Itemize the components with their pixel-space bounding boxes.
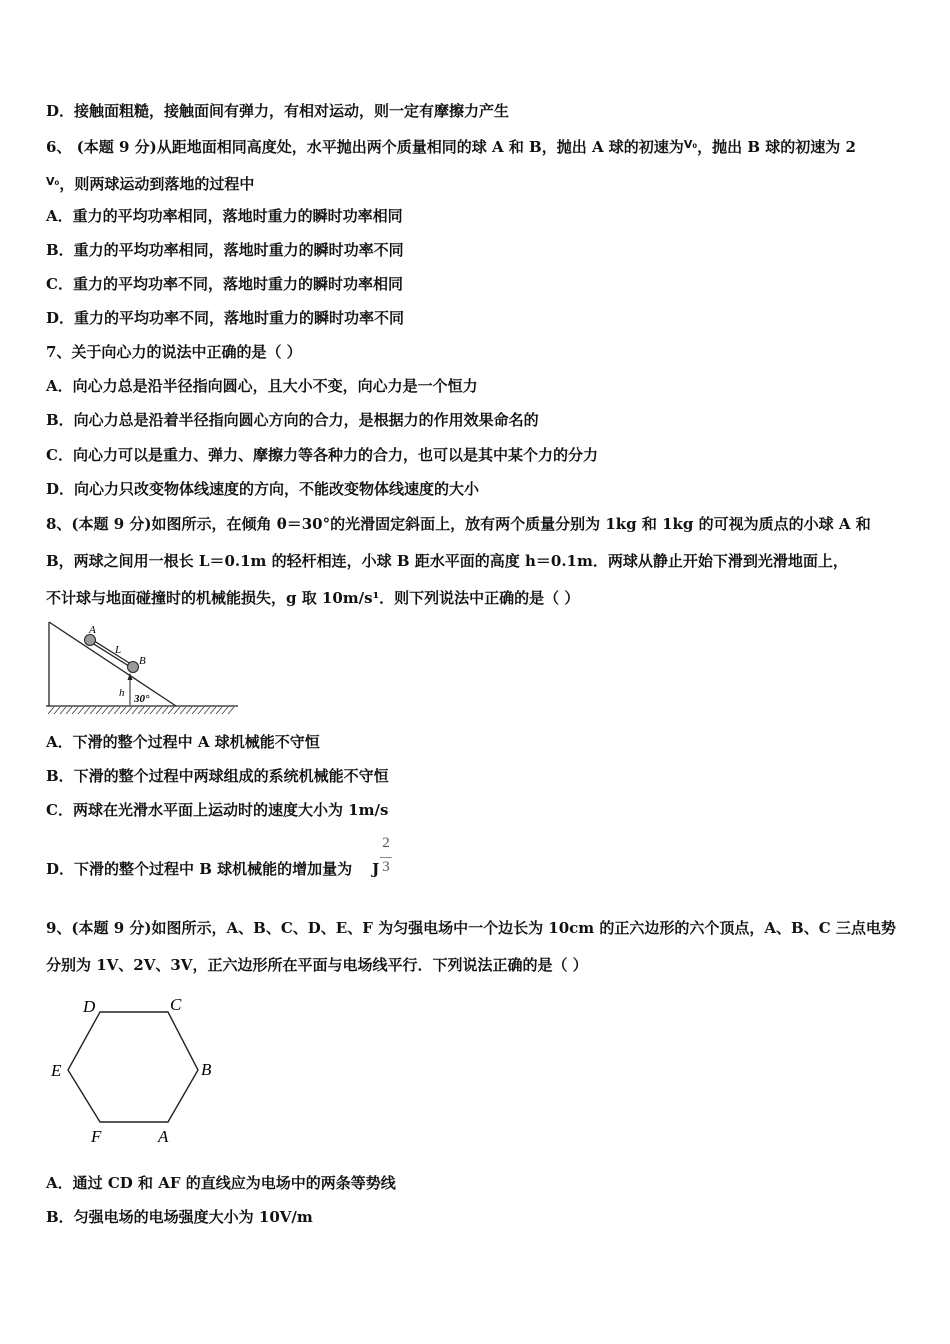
q8-option-d-unit: J [372, 860, 380, 878]
q6-stem-line1 [46, 135, 856, 157]
q7-stem: 7、关于向心力的说法中正确的是（ ） [46, 343, 302, 361]
q8-option-a: A．下滑的整个过程中 A 球机械能不守恒 [46, 733, 320, 751]
ball-b [128, 662, 139, 673]
label-angle: 30° [134, 693, 150, 705]
q8-option-d-text: D．下滑的整个过程中 B 球机械能的增加量为 [46, 860, 353, 878]
q6-stem-part2: ，抛出 B 球的初速为 2 [697, 138, 856, 156]
q8-option-d [46, 859, 379, 879]
q8-stem-line1: 8、(本题 9 分)如图所示，在倾角 θ＝30°的光滑固定斜面上，放有两个质量分别为 1kg 和 1kg 的可视为质点的小球 A 和 [46, 515, 871, 533]
incline-figure [46, 618, 246, 718]
q7-option-a: A．向心力总是沿半径指向圆心，且大小不变，向心力是一个恒力 [46, 377, 478, 395]
fraction-bar [380, 857, 392, 858]
label-f: F [91, 1127, 102, 1146]
label-b: B [201, 1060, 212, 1079]
label-b: B [139, 655, 146, 667]
ball-a [85, 635, 96, 646]
q6-stem-line2 [46, 172, 254, 194]
q7-option-d: D．向心力只改变物体线速度的方向，不能改变物体线速度的大小 [46, 480, 480, 498]
hexagon-figure [46, 990, 226, 1150]
q8-stem-line2: B，两球之间用一根长 L＝0.1m 的轻杆相连，小球 B 距水平面的高度 h＝0.1m．两球从静止开始下滑到光滑地面上， [46, 552, 848, 570]
q9-option-b: B．匀强电场的电场强度大小为 10V/m [46, 1208, 313, 1226]
q5-option-d: D．接触面粗糙，接触面间有弹力，有相对运动，则一定有摩擦力产生 [46, 102, 510, 120]
q7-option-b: B．向心力总是沿着半径指向圆心方向的合力，是根据力的作用效果命名的 [46, 411, 539, 429]
q8-option-c: C．两球在光滑水平面上运动时的速度大小为 1m/s [46, 801, 389, 819]
label-c: C [170, 995, 182, 1014]
incline-slope [49, 622, 176, 706]
q6-option-b: B．重力的平均功率相同，落地时重力的瞬时功率不同 [46, 241, 404, 259]
q8-stem-line3: 不计球与地面碰撞时的机械能损失，g 取 10m/s¹．则下列说法中正确的是（ ） [46, 589, 580, 607]
label-d: D [83, 997, 96, 1016]
q6-option-d: D．重力的平均功率不同，落地时重力的瞬时功率不同 [46, 309, 405, 327]
ground-hatching [48, 707, 234, 714]
label-a: A [89, 624, 96, 636]
q9-stem-line2: 分别为 1V、2V、3V，正六边形所在平面与电场线平行．下列说法正确的是（ ） [46, 956, 588, 974]
q9-option-a: A．通过 CD 和 AF 的直线应为电场中的两条等势线 [46, 1174, 396, 1192]
q6-option-a: A．重力的平均功率相同，落地时重力的瞬时功率相同 [46, 207, 403, 225]
q6-option-c: C．重力的平均功率不同，落地时重力的瞬时功率相同 [46, 275, 403, 293]
hexagon [68, 1012, 198, 1122]
q6-v0-symbol-2: V₀ [46, 175, 60, 188]
q9-stem-line1: 9、(本题 9 分)如图所示，A、B、C、D、E、F 为匀强电场中一个边长为 10cm 的正六边形的六个顶点，A、B、C 三点电势 [46, 919, 896, 937]
fraction-numerator: 2 [382, 835, 390, 851]
label-e: E [51, 1061, 62, 1080]
label-h: h [119, 687, 125, 699]
q8-option-b: B．下滑的整个过程中两球组成的系统机械能不守恒 [46, 767, 389, 785]
q6-stem-part3: ，则两球运动到落地的过程中 [59, 175, 255, 193]
label-l: L [115, 644, 122, 656]
q6-stem-part1: 6、 (本题 9 分)从距地面相同高度处，水平抛出两个质量相同的球 A 和 B，抛出 A 球的初速为 [46, 138, 684, 156]
fraction-denominator: 3 [382, 859, 390, 875]
q6-v0-symbol: V₀ [683, 138, 698, 151]
label-a: A [158, 1127, 169, 1146]
q7-option-c: C．向心力可以是重力、弹力、摩擦力等各种力的合力，也可以是其中某个力的分力 [46, 446, 598, 464]
